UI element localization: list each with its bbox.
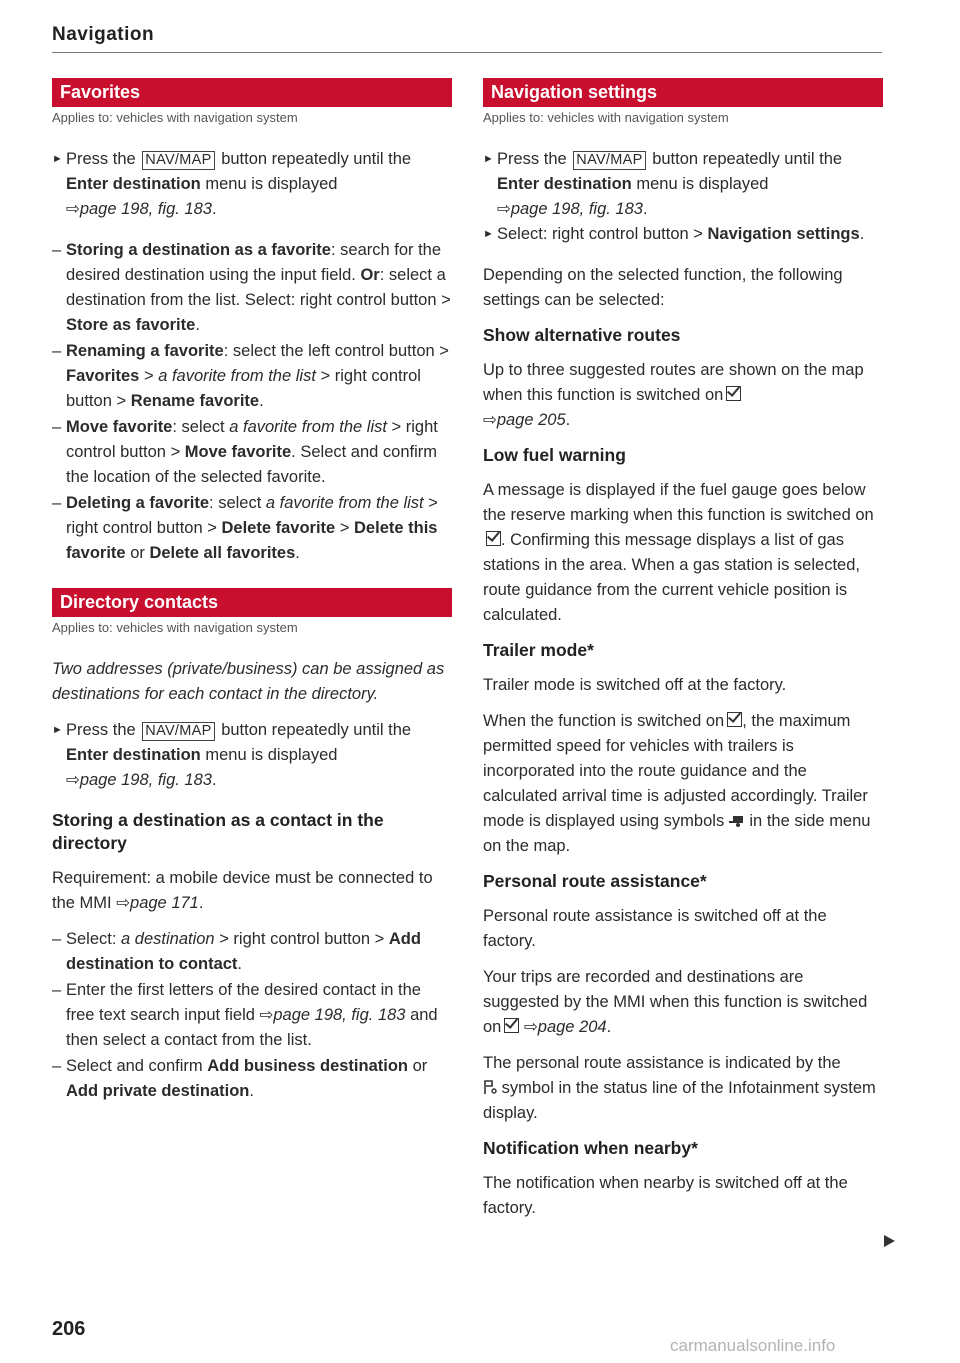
personal-text-2: Your trips are recorded and destinations are suggested by the MMI when this function is switched on ⇨page 204. xyxy=(483,968,868,1036)
settings-applies: Applies to: vehicles with navigation system xyxy=(483,110,729,125)
page-number: 206 xyxy=(52,1318,86,1340)
list-item-store-favorite: – Storing a destination as a favorite: search for the desired destination using the input field. Or: select a destination from the list. Select: right control button > Store as favorite. xyxy=(52,241,451,334)
personal-text-3: The personal route assistance is indicated by the symbol in the status line of the Infotainment system display. xyxy=(483,1054,876,1122)
watermark: carmanualsonline.info xyxy=(670,1336,836,1355)
page-reference[interactable]: ⇨page 171 xyxy=(116,894,199,912)
directory-intro: Two addresses (private/business) can be assigned as destinations for each contact in the directory. xyxy=(52,660,445,703)
trailer-icon xyxy=(729,815,745,827)
personal-text-1: Personal route assistance is switched off at the factory. xyxy=(483,907,827,950)
directory-applies: Applies to: vehicles with navigation system xyxy=(52,620,298,635)
nearby-heading: Notification when nearby* xyxy=(483,1138,698,1158)
page-reference[interactable]: ⇨page 198, fig. 183 xyxy=(66,200,212,218)
check-box-icon xyxy=(727,712,742,727)
directory-subheading: Storing a destination as a contact in the directory xyxy=(52,810,384,853)
requirement-text: Requirement: a mobile device must be connected to the MMI ⇨page 171. xyxy=(52,869,433,912)
next-page-arrow-icon xyxy=(884,1235,895,1247)
section-header: Navigation xyxy=(52,24,155,45)
list-item-enter-letters: – Enter the first letters of the desired contact in the free text search input field ⇨page 198, fig. 183 and then select a contact from the list. xyxy=(52,981,438,1049)
low-fuel-heading: Low fuel warning xyxy=(483,445,626,465)
page-reference[interactable]: ⇨page 198, fig. 183 xyxy=(66,771,212,789)
settings-step-2: ► Select: right control button > Navigation settings. xyxy=(483,222,883,247)
favorites-heading: Favorites xyxy=(52,78,452,107)
trailer-heading: Trailer mode* xyxy=(483,640,594,660)
check-box-icon xyxy=(504,1018,519,1033)
list-item-rename-favorite: – Renaming a favorite: select the left control button > Favorites > a favorite from the list > right control button > Rename favorite. xyxy=(52,342,449,410)
step-marker-icon: ► xyxy=(52,153,63,165)
trailer-text-2: When the function is switched on , the maximum permitted speed for vehicles with trailers is incorporated into the route guidance and the calculated arrival time is adjusted accordingly. Trailer mode is displayed using symbols in the side menu on the map. xyxy=(483,712,871,855)
check-box-icon xyxy=(726,386,741,401)
list-item-move-favorite: – Move favorite: select a favorite from the list > right control button > Move favorite. Select and confirm the location of the selected favorite. xyxy=(52,418,438,486)
low-fuel-text: A message is displayed if the fuel gauge goes below the reserve marking when this function is switched on. Confirming this message displays a list of gas stations in the area. When a gas station is selected, route guidance from the current vehicle position is calculated. xyxy=(483,481,874,624)
step-marker-icon: ► xyxy=(52,724,63,736)
settings-step-1: ► Press the NAV/MAP button repeatedly until the Enter destination menu is displayed ⇨page 198, fig. 183. xyxy=(483,147,883,222)
header-divider xyxy=(52,52,882,53)
page-reference[interactable]: ⇨page 204 xyxy=(523,1018,607,1036)
list-item-delete-favorite: – Deleting a favorite: select a favorite from the list > right control button > Delete favorite > Delete this favorite or Delete all favorites. xyxy=(52,494,438,562)
nav-map-key: NAV/MAP xyxy=(142,722,214,741)
favorites-step: ► Press the NAV/MAP button repeatedly until the Enter destination menu is displayed ⇨page 198, fig. 183. xyxy=(52,147,452,222)
page-reference[interactable]: ⇨page 198, fig. 183 xyxy=(497,200,643,218)
page-reference[interactable]: ⇨page 198, fig. 183 xyxy=(259,1006,406,1024)
settings-intro: Depending on the selected function, the following settings can be selected: xyxy=(483,266,843,309)
route-assist-icon xyxy=(483,1079,497,1095)
page-reference[interactable]: ⇨page 205 xyxy=(483,411,566,429)
personal-heading: Personal route assistance* xyxy=(483,871,707,891)
nav-map-key: NAV/MAP xyxy=(573,151,645,170)
list-item-confirm: – Select and confirm Add business destination or Add private destination. xyxy=(52,1057,428,1100)
step-marker-icon: ► xyxy=(483,153,494,165)
right-column xyxy=(483,78,883,1232)
nearby-text: The notification when nearby is switched off at the factory. xyxy=(483,1174,848,1217)
left-column xyxy=(52,78,452,1126)
nav-map-key: NAV/MAP xyxy=(142,151,214,170)
favorites-applies: Applies to: vehicles with navigation system xyxy=(52,110,298,125)
alt-routes-heading: Show alternative routes xyxy=(483,325,681,345)
check-box-icon xyxy=(486,531,501,546)
alt-routes-text: Up to three suggested routes are shown on the map when this function is switched on ⇨page 205. xyxy=(483,361,864,429)
step-marker-icon: ► xyxy=(483,228,494,240)
directory-step: ► Press the NAV/MAP button repeatedly until the Enter destination menu is displayed ⇨page 198, fig. 183. xyxy=(52,718,452,793)
settings-heading: Navigation settings xyxy=(483,78,883,107)
list-item-select-destination: – Select: a destination > right control button > Add destination to contact. xyxy=(52,930,421,973)
directory-heading: Directory contacts xyxy=(52,588,452,617)
trailer-text-1: Trailer mode is switched off at the factory. xyxy=(483,676,787,694)
